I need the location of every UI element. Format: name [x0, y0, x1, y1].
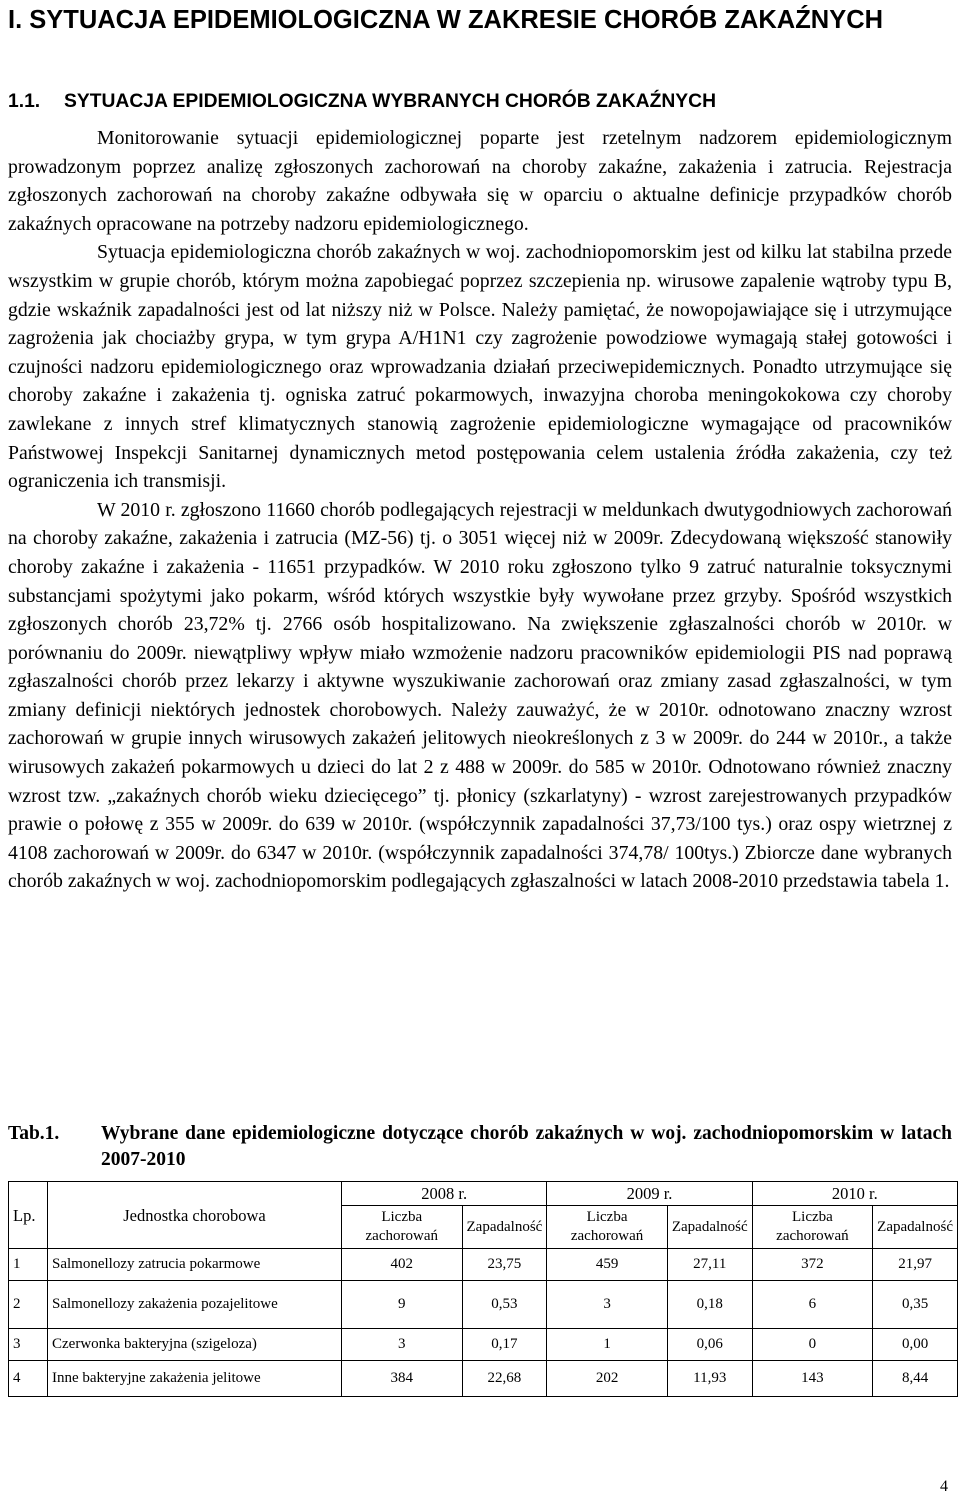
table-row — [9, 1281, 958, 1329]
row-incidence: 0,18 — [667, 1281, 752, 1329]
section-title: I. SYTUACJA EPIDEMIOLOGICZNA W ZAKRESIE CHORÓB ZAKAŹNYCH — [8, 6, 884, 34]
row-cases: 3 — [547, 1281, 668, 1329]
row-incidence: 8,44 — [873, 1361, 958, 1397]
table-row — [9, 1329, 958, 1361]
row-cases: 202 — [547, 1361, 668, 1397]
header-cases: Liczba zachorowań — [547, 1206, 668, 1249]
header-year: 2008 r. — [342, 1182, 547, 1206]
row-cases: 6 — [752, 1281, 873, 1329]
row-incidence: 22,68 — [462, 1361, 547, 1397]
row-cases: 143 — [752, 1361, 873, 1397]
row-incidence: 0,53 — [462, 1281, 547, 1329]
page-number: 4 — [940, 1478, 948, 1495]
row-incidence: 23,75 — [462, 1249, 547, 1281]
row-disease: Inne bakteryjne zakażenia jelitowe — [48, 1361, 342, 1397]
row-cases: 384 — [342, 1361, 463, 1397]
header-year: 2010 r. — [752, 1182, 957, 1206]
header-year: 2009 r. — [547, 1182, 752, 1206]
row-disease: Salmonellozy zatrucia pokarmowe — [48, 1249, 342, 1281]
table-caption-label: Tab.1. — [8, 1123, 60, 1144]
disease-table — [8, 1181, 958, 1397]
paragraph: Monitorowanie sytuacji epidemiologicznej poparte jest rzetelnym nadzorem epidemiologicznym prowadzonym poprzez analizę zgłoszonych zachorowań na choroby zakaźne, zakażenia i zatrucia. Rejestracja zgłoszonych zachorowań na choroby zakaźne odbywała się w oparciu o aktualne definicje przypadków chorób zakaźnych opracowane na potrzeby nadzoru epidemiologicznego. — [8, 127, 952, 235]
header-incidence: Zapadalność — [667, 1206, 752, 1249]
table-row — [9, 1249, 958, 1281]
table-caption-text: Wybrane dane epidemiologiczne dotyczące chorób zakaźnych w woj. zachodniopomorskim w latach 2007-2010 — [101, 1123, 952, 1170]
header-incidence: Zapadalność — [873, 1206, 958, 1249]
subsection-heading — [8, 89, 952, 115]
row-lp: 3 — [9, 1329, 48, 1361]
row-lp: 1 — [9, 1249, 48, 1281]
row-disease: Salmonellozy zakażenia pozajelitowe — [48, 1281, 342, 1329]
row-cases: 372 — [752, 1249, 873, 1281]
row-lp: 2 — [9, 1281, 48, 1329]
row-incidence: 21,97 — [873, 1249, 958, 1281]
header-incidence: Zapadalność — [462, 1206, 547, 1249]
row-incidence: 0,06 — [667, 1329, 752, 1361]
row-cases: 1 — [547, 1329, 668, 1361]
header-disease: Jednostka chorobowa — [48, 1182, 342, 1249]
row-cases: 459 — [547, 1249, 668, 1281]
table-caption — [8, 1121, 952, 1173]
row-incidence: 0,35 — [873, 1281, 958, 1329]
row-incidence: 0,17 — [462, 1329, 547, 1361]
header-cases: Liczba zachorowań — [752, 1206, 873, 1249]
paragraph: Sytuacja epidemiologiczna chorób zakaźnych w woj. zachodniopomorskim jest od kilku lat stabilna przede wszystkim w grupie chorób, którym można zapobiegać poprzez szczepienia np. wirusowe zapalenie wątroby typu B, gdzie wskaźnik zapadalności jest od lat niższy niż w Polsce. Należy pamiętać, że nowopojawiające się i utrzymujące zagrożenia jak chociażby grypa, w tym grypa A/H1N1 czy zagrożenie powodziowe wymagają stałej gotowości i czujności nadzoru epidemiologicznego oraz wprowadzania działań przeciwepidemicznych. Ponadto utrzymujące się choroby zakaźne i zakażenia tj. ogniska zatruć pokarmowych, inwazyjna choroba meningokokowa czy choroby zawlekane z innych stref klimatycznych stanowią zagrożenie epidemiologiczne wymagające od pracowników Państwowej Inspekcji Sanitarnej dynamicznych metod postępowania celem ustalenia źródła zakażenia, czy też ograniczenia ich transmisji. — [8, 241, 952, 493]
row-incidence: 27,11 — [667, 1249, 752, 1281]
table-body — [9, 1249, 958, 1397]
table-header-row — [9, 1182, 958, 1206]
row-disease: Czerwonka bakteryjna (szigeloza) — [48, 1329, 342, 1361]
row-lp: 4 — [9, 1361, 48, 1397]
row-cases: 3 — [342, 1329, 463, 1361]
subsection-number: 1.1. — [8, 91, 41, 112]
header-lp: Lp. — [9, 1182, 48, 1249]
header-cases: Liczba zachorowań — [342, 1206, 463, 1249]
row-cases: 0 — [752, 1329, 873, 1361]
row-cases: 402 — [342, 1249, 463, 1281]
subsection-title: SYTUACJA EPIDEMIOLOGICZNA WYBRANYCH CHORÓB ZAKAŹNYCH — [64, 91, 716, 112]
row-incidence: 0,00 — [873, 1329, 958, 1361]
row-incidence: 11,93 — [667, 1361, 752, 1397]
table-row — [9, 1361, 958, 1397]
paragraph: W 2010 r. zgłoszono 11660 chorób podlegających rejestracji w meldunkach dwutygodniowych zachorowań na choroby zakaźne, zakażenia i zatrucia (MZ-56) tj. o 3051 więcej niż w 2009r. Zdecydowaną większość stanowiły choroby zakaźne i zakażenia - 11651 przypadków. W 2010 roku zgłoszono tylko 9 zatruć naturalnie toksycznymi substancjami spożytymi jako pokarm, wśród których wszystkie były wywołane przez grzyby. Spośród wszystkich zgłoszonych chorób 23,72% tj. 2766 osób hospitalizowano. Na zwiększenie zgłaszalności chorób w 2010r. w porównaniu do 2009r. niewątpliwy wpływ miało wzmożenie nadzoru pracowników epidemiologii PIS nad poprawą zgłaszalności chorób przez lekarzy i aktywne wyszukiwanie zachorowań oraz zmiany zasad zgłaszalności, w tym zmiany definicji niektórych jednostek chorobowych. Należy zauważyć, że w 2010r. odnotowano znaczny wzrost zachorowań w grupie innych wirusowych zakażeń jelitowych nieokreślonych z 3 w 2009r. do 244 w 2010r., a także wirusowych zakażeń pokarmowych u dzieci do lat 2 z 488 w 2009r. do 585 w 2010r. Odnotowano również znaczny wzrost tzw. „zakaźnych chorób wieku dziecięcego” tj. płonicy (szkarlatyny) - wzrost zarejestrowanych przypadków prawie o połowę z 355 w 2009r. do 639 w 2010r. (współczynnik zapadalności 37,73/100 tys.) oraz ospy wietrznej z 4108 zachorowań w 2009r. do 6347 w 2010r. (współczynnik zapadalności 374,78/ 100tys.) Zbiorcze dane wybranych chorób zakaźnych w woj. zachodniopomorskim podlegających zgłaszalności w latach 2008-2010 przedstawia tabela 1. — [8, 498, 952, 893]
row-cases: 9 — [342, 1281, 463, 1329]
body-text — [8, 124, 952, 896]
